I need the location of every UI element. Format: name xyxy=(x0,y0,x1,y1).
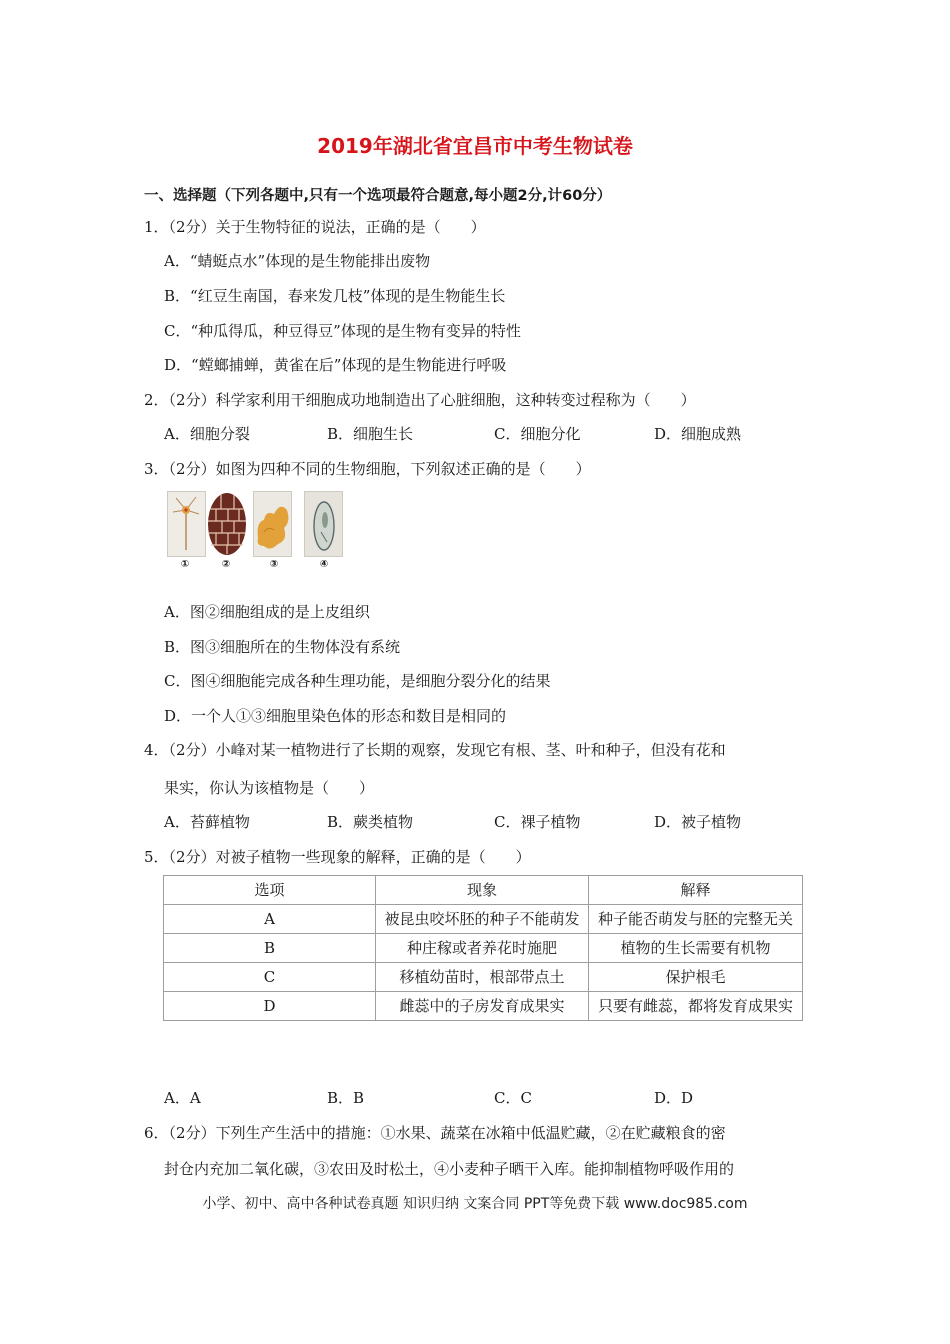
table-cell: 被昆虫咬坏胚的种子不能萌发 xyxy=(376,905,589,934)
table-cell: 只要有雌蕊，都将发育成果实 xyxy=(589,992,803,1021)
question-3-option-c: C．图④细胞能完成各种生理功能，是细胞分裂分化的结果 xyxy=(164,672,551,690)
question-1-stem: 1．（2分）关于生物特征的说法，正确的是（ ） xyxy=(144,218,486,236)
table-row xyxy=(164,905,803,934)
question-1-option-d: D．“螳螂捕蝉，黄雀在后”体现的是生物能进行呼吸 xyxy=(164,356,507,374)
question-6-stem-line1: 6．（2分）下列生产生活中的措施：①水果、蔬菜在冰箱中低温贮藏，②在贮藏粮食的密 xyxy=(144,1124,726,1142)
question-2-option-d: D．细胞成熟 xyxy=(654,425,742,443)
question-3-stem: 3．（2分）如图为四种不同的生物细胞，下列叙述正确的是（ ） xyxy=(144,460,591,478)
neuron-cell-image xyxy=(167,491,206,557)
table-header-row xyxy=(164,876,803,905)
figure-label-1: ① xyxy=(180,559,190,570)
question-4-stem-line2: 果实，你认为该植物是（ ） xyxy=(164,779,375,797)
question-1-option-c: C．“种瓜得瓜，种豆得豆”体现的是生物有变异的特性 xyxy=(164,322,521,340)
question-5-option-c: C．C xyxy=(494,1089,532,1107)
question-4-option-d: D．被子植物 xyxy=(654,813,742,831)
paramecium-cell-image xyxy=(304,491,343,557)
footer-text: 小学、初中、高中各种试卷真题 知识归纳 文案合同 PPT等免费下载 www.doc985.com xyxy=(202,1196,748,1212)
question-4-stem-line1: 4．（2分）小峰对某一植物进行了长期的观察，发现它有根、茎、叶和种子，但没有花和 xyxy=(144,741,726,759)
question-2-option-a: A．细胞分裂 xyxy=(164,425,250,443)
question-3-option-a: A．图②细胞组成的是上皮组织 xyxy=(164,603,370,621)
question-4-option-b: B．蕨类植物 xyxy=(327,813,414,831)
question-5-option-b: B．B xyxy=(327,1089,365,1107)
question-1-option-a: A．“蜻蜓点水”体现的是生物能排出废物 xyxy=(164,252,431,270)
question-2-stem: 2．（2分）科学家利用干细胞成功地制造出了心脏细胞，这种转变过程称为（ ） xyxy=(144,391,696,409)
yellow-cell-image xyxy=(253,491,292,557)
table-cell: A xyxy=(164,905,376,934)
question-5-table xyxy=(163,875,803,1021)
table-cell: C xyxy=(164,963,376,992)
question-1-option-b: B．“红豆生南国，春来发几枝”体现的是生物能生长 xyxy=(164,287,506,305)
table-cell: 种庄稼或者养花时施肥 xyxy=(376,934,589,963)
question-4-option-a: A．苔藓植物 xyxy=(164,813,250,831)
question-2-option-b: B．细胞生长 xyxy=(327,425,414,443)
table-cell: B xyxy=(164,934,376,963)
table-row xyxy=(164,963,803,992)
question-3-option-d: D．一个人①③细胞里染色体的形态和数目是相同的 xyxy=(164,707,507,725)
table-cell: 植物的生长需要有机物 xyxy=(589,934,803,963)
epithelial-cell-image xyxy=(207,491,244,555)
table-cell: D xyxy=(164,992,376,1021)
question-4-option-c: C．裸子植物 xyxy=(494,813,581,831)
figure-label-3: ③ xyxy=(269,559,279,570)
table-cell: 种子能否萌发与胚的完整无关 xyxy=(589,905,803,934)
table-header-cell: 选项 xyxy=(164,876,376,905)
table-cell: 雌蕊中的子房发育成果实 xyxy=(376,992,589,1021)
question-5-option-a: A．A xyxy=(164,1089,201,1107)
table-row xyxy=(164,992,803,1021)
exam-title: 2019年湖北省宜昌市中考生物试卷 xyxy=(317,134,633,158)
table-row xyxy=(164,934,803,963)
section-heading: 一、选择题（下列各题中,只有一个选项最符合题意,每小题2分,计60分） xyxy=(144,188,612,204)
figure-label-4: ④ xyxy=(319,559,329,570)
table-cell: 移植幼苗时，根部带点土 xyxy=(376,963,589,992)
question-2-option-c: C．细胞分化 xyxy=(494,425,581,443)
question-5-option-d: D．D xyxy=(654,1089,694,1107)
table-cell: 保护根毛 xyxy=(589,963,803,992)
question-6-stem-line2: 封仓内充加二氧化碳，③农田及时松土，④小麦种子晒干入库。能抑制植物呼吸作用的 xyxy=(164,1160,735,1178)
question-3-option-b: B．图③细胞所在的生物体没有系统 xyxy=(164,638,401,656)
question-5-stem: 5．（2分）对被子植物一些现象的解释，正确的是（ ） xyxy=(144,848,531,866)
figure-label-2: ② xyxy=(221,559,231,570)
table-header-cell: 现象 xyxy=(376,876,589,905)
table-header-cell: 解释 xyxy=(589,876,803,905)
